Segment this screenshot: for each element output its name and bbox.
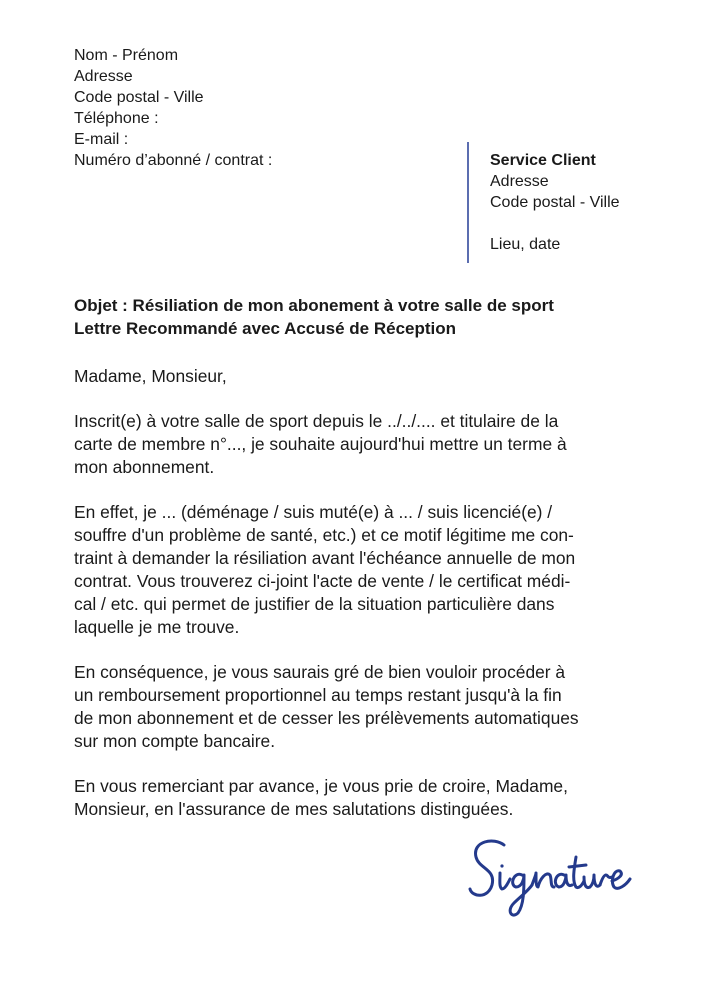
paragraph-line: Inscrit(e) à votre salle de sport depuis le ../../.... et titulaire de la	[74, 411, 559, 431]
paragraph-line: mon abonnement.	[74, 457, 215, 477]
delivery-mode-line: Lettre Recommandé avec Accusé de Réception	[74, 319, 457, 338]
place-date: Lieu, date	[490, 236, 561, 253]
paragraph-membership	[74, 410, 634, 479]
handwritten-signature	[466, 835, 636, 920]
recipient-address: Adresse	[490, 173, 549, 190]
recipient-divider	[467, 142, 469, 263]
sender-block	[74, 45, 272, 171]
sender-address: Adresse	[74, 68, 133, 85]
paragraph-line: cal / etc. qui permet de justifier de la situation particulière dans	[74, 594, 555, 614]
paragraph-closing	[74, 775, 634, 821]
paragraph-line: Monsieur, en l'assurance de mes salutations distinguées.	[74, 799, 514, 819]
sender-name: Nom - Prénom	[74, 47, 179, 64]
sender-phone: Téléphone :	[74, 110, 159, 127]
sender-email: E-mail :	[74, 131, 129, 148]
paragraph-line: En vous remerciant par avance, je vous prie de croire, Madame,	[74, 776, 568, 796]
letter-body	[74, 365, 634, 843]
subject-block	[74, 294, 554, 340]
paragraph-line: de mon abonnement et de cesser les prélèvements automatiques	[74, 708, 579, 728]
paragraph-line: laquelle je me trouve.	[74, 617, 240, 637]
paragraph-refund	[74, 661, 634, 753]
paragraph-line: traint à demander la résiliation avant l'échéance annuelle de mon	[74, 548, 576, 568]
salutation: Madame, Monsieur,	[74, 366, 227, 386]
paragraph-line: un remboursement proportionnel au temps restant jusqu'à la fin	[74, 685, 562, 705]
paragraph-line: sur mon compte bancaire.	[74, 731, 276, 751]
paragraph-line: souffre d'un problème de santé, etc.) et ce motif légitime me con-	[74, 525, 574, 545]
paragraph-line: carte de membre n°..., je souhaite aujourd'hui mettre un terme à	[74, 434, 567, 454]
recipient-city: Code postal - Ville	[490, 194, 620, 211]
recipient-name: Service Client	[490, 152, 596, 169]
paragraph-line: En conséquence, je vous saurais gré de bien vouloir procéder à	[74, 662, 566, 682]
subject-line: Objet : Résiliation de mon abonement à votre salle de sport	[74, 296, 554, 315]
recipient-block	[490, 150, 620, 255]
sender-city: Code postal - Ville	[74, 89, 204, 106]
paragraph-line: contrat. Vous trouverez ci-joint l'acte de vente / le certificat médi-	[74, 571, 571, 591]
sender-contract-number: Numéro d’abonné / contrat :	[74, 152, 273, 169]
paragraph-reason	[74, 501, 634, 639]
paragraph-line: En effet, je ... (déménage / suis muté(e) à ... / suis licencié(e) /	[74, 502, 553, 522]
